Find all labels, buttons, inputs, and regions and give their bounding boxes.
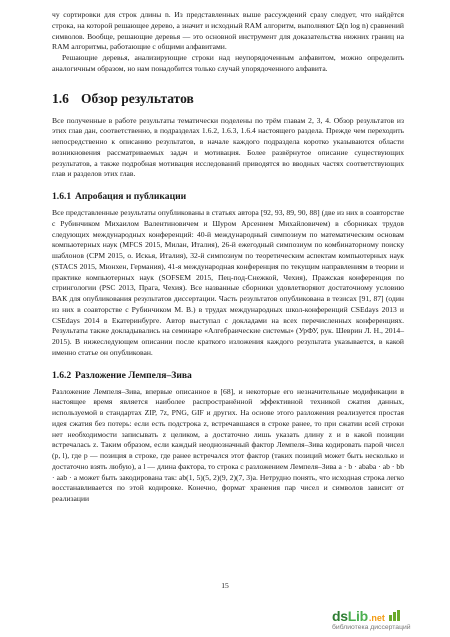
subsection-title: Апробация и публикации — [75, 191, 187, 202]
section-title: Обзор результатов — [81, 90, 194, 106]
watermark-domain: .net — [368, 613, 385, 623]
book-stack-icon — [389, 610, 401, 621]
section-paragraph: Все полученные в работе результаты тематически поделены по трём главам 2, 3, 4. Обзор результатов из этих глав дан, соответственно, в подразделах 1.6.2, 1.6.3, 1.6.4 настоящего раздела. Прежде чем переходить непосредственно к описанию результатов, в начале каждого подраздела коротко указываются области возникновения рассматриваемых задач и мотивация. Более развёрнутое описание существующих результатов, а также подробная мотивация исследований приводятся во вводных частях соответствующих глав и разделов этих глав. — [52, 115, 404, 179]
dslib-watermark[interactable] — [332, 608, 444, 634]
subsection-title: Разложение Лемпеля–Зива — [75, 369, 192, 381]
subsection-heading — [52, 191, 404, 203]
section-number: 1.6 — [52, 90, 69, 106]
subsection-heading — [52, 370, 404, 382]
subsection-number: 1.6.2 — [52, 369, 72, 381]
page-content — [52, 10, 404, 505]
body-paragraph: чу сортировки для строк длины n. Из представленных выше рассуждений сразу следует, что найдётся строка, на которой решающее дерево, а значит и исходный RAM алгоритм, выполняют Ω(n log n) сравнений символов. Вообще, решающие деревья — это основной инструмент для доказательства нижних границ на RAM алгоритмы, работающие с общими алфавитами. — [52, 10, 404, 52]
subsection-paragraph: Все представленные результаты опубликованы в статьях автора [92, 93, 89, 90, 88] (две из них в соавторстве с Рубинчиком Михаилом Валентиновичем и Шуром Арсением Михайловичем) в сборниках трудов следующих международных конференций: 40-й международный симпозиум по математическим основам компьютерных наук (MFCS 2015, Милан, Италия), 26-й ежегодный симпозиум по комбинаторному поиску шаблонов (CPM 2015, о. Искья, Италия), 32-й симпозиум по теоретическим аспектам компьютерных наук (STACS 2015, Мюнхен, Германия), 41-я международная конференция по текущим направлениям в теории и практике компьютерных наук (SOFSEM 2015, Пец-под-Снежкой, Чехия), Пражская конференция по стрингологии (PSC 2013, Прага, Чехия). Все названные сборники удовлетворяют достаточному условию ВАК для опубликования результатов диссертации. Часть результатов опубликована в тезисах [91, 87] (один из них в соавторстве с Рубинчиком М. В.) в трудах международных школ-конференций CSEdays 2013 и CSEdays 2014 в Екатеринбурге. Автор выступал с докладами на всех перечисленных конференциях. Результаты также докладывались на семинаре «Алгебраические системы» (УрФУ, рук. Шеврин Л. Н., 2014–2015). В нижеследующем описании после краткого изложения каждого результата указывается, в какой именно статье он опубликован. — [52, 208, 404, 357]
watermark-brand: dsLib — [332, 608, 368, 624]
section-heading — [52, 91, 404, 107]
subsection-number: 1.6.1 — [52, 191, 72, 202]
watermark-subtitle: библиотека диссертаций — [332, 624, 411, 631]
body-paragraph: Решающие деревья, анализирующие строки над неупорядоченным алфавитом, можно определить аналогичным образом, но нам понадобится только случай упорядоченного алфавита. — [52, 53, 404, 73]
subsection-paragraph: Разложение Лемпеля–Зива, впервые описанное в [68], и некоторые его незначительные модификации в настоящее время является наиболее распространённой эффективной техникой сжатия данных, используемой в стандартах ZIP, 7z, PNG, GIF и других. На основе этого разложения реализуется простая идея сжатия без потерь: если есть подстрока z, встречавшаяся в строке ранее, то при сжатии всей строки нет необходимости записывать z целиком, а достаточно лишь указать длину z и в какой позиции встречалась z. Таким образом, если каждый неоднозначный фактор Лемпеля–Зива кодировать парой чисел (p, l), где p — позиция в строке, где ранее встречался этот фактор (таких позиций может быть несколько и достаточно взять любую), а l — длина фактора, то строка с разложением Лемпеля–Зива a · b · ababa · ab · bb · aab · a может быть закодирована так: ab(1, 5)(5, 2)(9, 2)(7, 3)a. Нетрудно понять, что исходная строка легко восстанавливается по этой кодировке. Конечно, формат хранения пар чисел и символов зависит от реализации — [52, 386, 404, 503]
page-number: 15 — [221, 581, 229, 590]
